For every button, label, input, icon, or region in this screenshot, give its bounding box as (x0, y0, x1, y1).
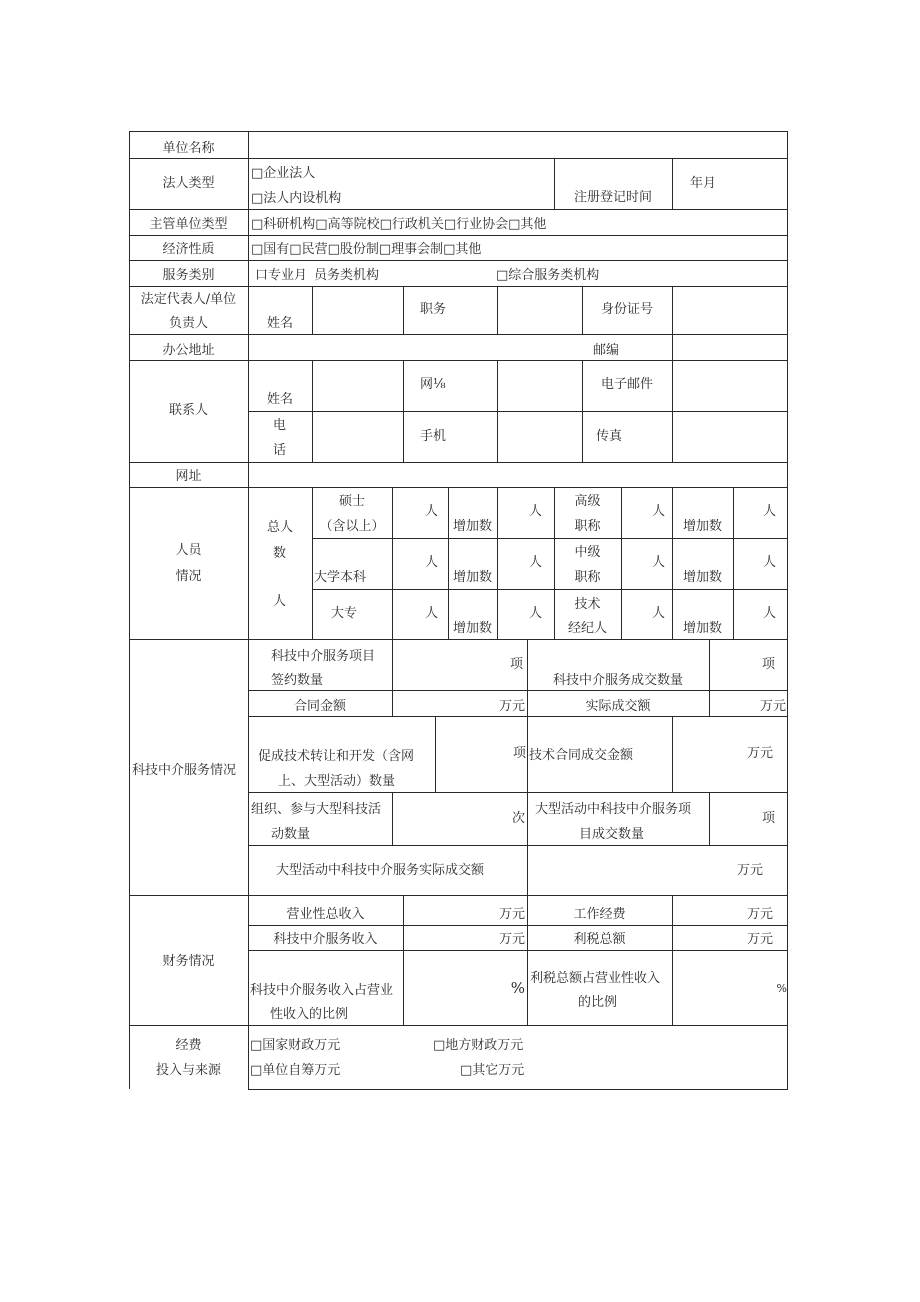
intermediary-income-label: 科技中介服务收入 (273, 932, 378, 947)
reg-time-label: 注册登记时间 (573, 190, 652, 205)
master-increase-label: 增加数 (452, 519, 492, 534)
rule (129, 235, 788, 236)
unit-name-label: 单位名称 (162, 141, 215, 156)
rule (497, 360, 498, 462)
supervisor-type-options[interactable]: □科研机构□高等院校□行政机关□行业协会□其他 (251, 217, 547, 232)
contact-email-field[interactable] (674, 362, 786, 410)
senior-title-line1: 高级 (574, 494, 601, 509)
rule (129, 286, 788, 287)
rule (129, 209, 788, 210)
rule (129, 131, 788, 132)
ratio2-label-line1: 利税总额占营业性收入 (530, 971, 661, 986)
contact-net-label: 网⅛ (420, 377, 446, 392)
contact-name-field[interactable] (314, 362, 402, 410)
ratio2-label-line2: 的比例 (578, 995, 618, 1010)
rule (248, 716, 788, 717)
big-deals-unit: 项 (761, 811, 775, 826)
bachelor-label: 大学本科 (314, 570, 367, 585)
signed-unit: 项 (509, 657, 523, 672)
rule (672, 158, 673, 209)
bachelor-unit: 人 (424, 555, 438, 570)
website-field[interactable] (250, 464, 786, 486)
ratio1-label-line2: 性收入的比例 (270, 1007, 349, 1022)
postcode-field[interactable] (674, 336, 786, 359)
service-category-professional-option[interactable]: 口专业月 (255, 268, 308, 283)
contact-phone-label-line2: 话 (273, 443, 287, 458)
rule (312, 360, 313, 462)
rule (129, 639, 788, 640)
funding-self-option[interactable]: □单位自筹万元 (250, 1063, 341, 1078)
personnel-total-line2: 数 (273, 546, 287, 561)
legal-rep-label-line1: 法定代表人/单位 (140, 292, 237, 307)
rule (248, 1089, 788, 1090)
rule (672, 360, 673, 462)
operating-income-label: 营业性总收入 (286, 907, 365, 922)
website-label: 网址 (175, 469, 202, 484)
college-increase-label: 增加数 (452, 621, 492, 636)
funding-national-option[interactable]: □国家财政万元 (250, 1038, 341, 1053)
rule (129, 158, 788, 159)
rule (129, 360, 788, 361)
org-label-line2: 动数量 (271, 827, 311, 842)
reg-time-value[interactable]: 年月 (690, 176, 717, 191)
rule (129, 1025, 788, 1026)
legal-rep-position-label: 职务 (420, 302, 447, 317)
broker-line1: 技术 (574, 597, 601, 612)
rule (312, 286, 313, 334)
contact-phone-field[interactable] (314, 413, 402, 461)
actual-amount-unit: 万元 (759, 699, 786, 714)
economic-nature-label: 经济性质 (162, 242, 215, 257)
rule (248, 411, 788, 412)
economic-nature-options[interactable]: □国有□民营□股份制□理事会制□其他 (251, 242, 482, 257)
tech-contract-label: 技术合同成交金额 (529, 748, 634, 763)
broker-line2: 经纪人 (567, 621, 607, 636)
contact-phone-label-line1: 电 (273, 418, 287, 433)
contact-fax-label: 传真 (596, 429, 623, 444)
rule (312, 589, 788, 590)
funding-label-line1: 经费 (175, 1038, 202, 1053)
tech-contract-unit: 万元 (746, 746, 773, 761)
middle-title-line1: 中级 (574, 545, 601, 560)
rule (248, 925, 788, 926)
promote-label-line2: 上、大型活动）数量 (278, 774, 396, 789)
college-increase-unit: 人 (528, 606, 542, 621)
legal-rep-id-field[interactable] (674, 288, 786, 333)
rule (672, 334, 673, 360)
rule (129, 895, 788, 896)
office-address-label: 办公地址 (162, 343, 215, 358)
senior-title-line2: 职称 (574, 519, 601, 534)
senior-increase-unit: 人 (762, 504, 776, 519)
legal-type-enterprise-option[interactable]: □企业法人 (251, 166, 316, 181)
broker-unit: 人 (651, 606, 665, 621)
signed-label-line2: 签约数量 (271, 673, 324, 688)
senior-increase-label: 增加数 (682, 519, 722, 534)
actual-amount-label: 实际成交额 (585, 699, 651, 714)
middle-unit: 人 (651, 555, 665, 570)
deals-label: 科技中介服务成交数量 (552, 673, 683, 688)
ratio2-unit: % (776, 982, 787, 995)
promote-label-line1: 促成技术转让和开发（含网 (258, 749, 415, 764)
tax-total-unit: 万元 (746, 932, 773, 947)
big-deals-label-line1: 大型活动中科技中介服务项 (535, 802, 692, 817)
contact-mobile-field[interactable] (499, 413, 581, 461)
rule (129, 487, 788, 488)
finance-label: 财务情况 (162, 954, 215, 969)
personnel-total-line3: 人 (273, 594, 287, 609)
promote-unit: 项 (512, 746, 526, 761)
rule (403, 286, 404, 334)
legal-rep-name-field[interactable] (314, 288, 402, 333)
signed-label-line1: 科技中介服务项目 (271, 649, 376, 664)
intermediary-income-unit: 万元 (498, 932, 525, 947)
contact-name-label: 姓名 (266, 392, 293, 407)
rule (582, 360, 583, 462)
middle-title-line2: 职称 (574, 570, 601, 585)
service-category-professional-option-cont: 员务类机构 (314, 268, 380, 283)
legal-rep-position-field[interactable] (499, 288, 581, 333)
tax-total-label: 利税总额 (573, 932, 626, 947)
office-address-field[interactable] (250, 336, 580, 359)
legal-rep-name-label: 姓名 (266, 316, 293, 331)
legal-rep-id-label: 身份证号 (600, 302, 653, 317)
rule (497, 286, 498, 334)
supervisor-type-label: 主管单位类型 (149, 217, 228, 232)
rule (248, 950, 788, 951)
contact-label: 联系人 (168, 403, 208, 418)
master-unit: 人 (424, 504, 438, 519)
personnel-total-line1: 总人 (266, 520, 293, 535)
broker-increase-label: 增加数 (682, 621, 722, 636)
broker-increase-unit: 人 (762, 606, 776, 621)
work-funds-unit: 万元 (746, 907, 773, 922)
legal-rep-label-line2: 负责人 (168, 316, 208, 331)
org-label-line1: 组织、参与大型科技活 (251, 802, 382, 817)
unit-name-field[interactable] (250, 133, 786, 157)
contact-fax-field[interactable] (674, 413, 786, 461)
rule (527, 792, 528, 845)
rule (554, 487, 555, 639)
big-amount-unit: 万元 (736, 863, 763, 878)
work-funds-label: 工作经费 (573, 907, 626, 922)
senior-unit: 人 (651, 504, 665, 519)
operating-income-unit: 万元 (498, 907, 525, 922)
personnel-label-line2: 情况 (175, 569, 202, 584)
middle-increase-label: 增加数 (682, 570, 722, 585)
service-category-comprehensive-option[interactable]: □综合服务类机构 (496, 268, 600, 283)
funding-other-option[interactable]: □其它万元 (460, 1063, 525, 1078)
rule (129, 462, 788, 463)
master-label-line1: 硕士 (338, 494, 365, 509)
rule (527, 716, 528, 792)
rule (527, 845, 528, 895)
rule (129, 260, 788, 261)
rule (672, 286, 673, 334)
master-label-line2: （含以上） (319, 519, 385, 534)
deals-unit: 项 (761, 657, 775, 672)
legal-type-internal-option[interactable]: □法人内设机构 (251, 191, 342, 206)
contract-amount-label: 合同金额 (293, 699, 346, 714)
legal-type-label: 法人类型 (162, 176, 215, 191)
personnel-label-line1: 人员 (175, 543, 202, 558)
rule (312, 538, 788, 539)
big-amount-label: 大型活动中科技中介服务实际成交额 (276, 863, 485, 878)
rule (448, 487, 449, 639)
ratio1-unit: % (510, 979, 525, 997)
big-deals-label-line2: 目成交数量 (579, 827, 645, 842)
rule (248, 792, 788, 793)
intermediary-label: 科技中介服务情况 (132, 763, 237, 778)
funding-local-option[interactable]: □地方财政万元 (433, 1038, 524, 1053)
college-unit: 人 (424, 606, 438, 621)
rule (787, 131, 788, 1089)
bachelor-increase-label: 增加数 (452, 570, 492, 585)
master-increase-unit: 人 (528, 504, 542, 519)
postcode-label: 邮编 (593, 343, 620, 358)
contact-email-label: 电子邮件 (600, 377, 653, 392)
rule (129, 334, 788, 335)
service-category-label: 服务类别 (162, 268, 215, 283)
college-label: 大专 (330, 606, 357, 621)
rule (248, 690, 788, 691)
ratio1-label-line1: 科技中介服务收入占营业 (250, 983, 394, 998)
rule (672, 487, 673, 639)
middle-increase-unit: 人 (762, 555, 776, 570)
funding-label-line2: 投入与来源 (155, 1063, 221, 1078)
rule (248, 845, 788, 846)
bachelor-increase-unit: 人 (528, 555, 542, 570)
contact-mobile-label: 手机 (420, 429, 447, 444)
rule (403, 360, 404, 462)
contact-net-field[interactable] (499, 362, 581, 410)
org-unit: 次 (511, 811, 525, 826)
contract-amount-unit: 万元 (498, 699, 525, 714)
